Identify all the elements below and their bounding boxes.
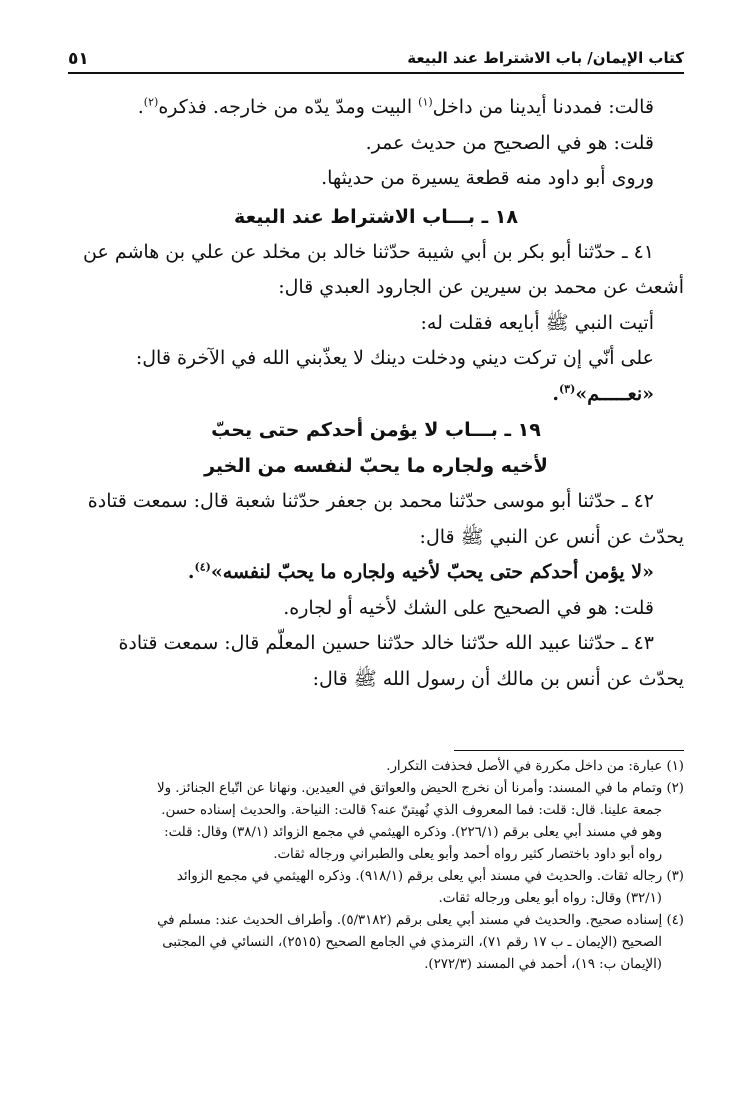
page-number: ٥١ [68,49,89,69]
hadith-41-line: أشعث عن محمد بن سيرين عن الجارود العبدي قال: [278,276,684,298]
footnote-ref: (٢) [143,95,159,109]
text-line: قالت: فمددنا أيدينا من داخل$^{(١)}$ البيت ومدّ يدّه من خارجه. فذكره$^{(٢)}$. [137,95,654,118]
footnote-4-cont: (الإيمان ب: ١٩)، أحمد في المسند (٢٧٢/٣). [424,957,662,972]
footnote-2: (٢) وتمام ما في المسند: وأمرنا أن نخرج الحيض والعواتق في العيدين. ونهانا عن اتّباع الجنائز. ولا [156,781,684,796]
hadith-41-line: أتيت النبي ﷺ أبايعه فقلت له: [420,311,654,334]
footnote-2-cont: جمعة علينا. قال: قلت: فما المعروف الذي نُهيتنّ عنه؟ قالت: النياحة. والحديث إسناده حسن. [161,803,662,818]
hadith-43-line: يحدّث عن أنس بن مالك أن رسول الله ﷺ قال: [312,667,684,690]
hadith-41-line: على أنّي إن تركت ديني ودخلت دينك لا يعذّبني الله في الآخرة قال: [135,347,654,369]
text-line: وروى أبو داود منه قطعة يسيرة من حديثها. [321,167,654,189]
section-heading-18: ١٨ ـ بـــاب الاشتراط عند البيعة [234,205,518,228]
footnote-2-cont: رواه أبو داود باختصار كثير رواه أحمد وأبو يعلى والطبراني ورجاله ثقات. [273,847,662,862]
footnotes [68,756,684,976]
header-title: كتاب الإيمان/ باب الاشتراط عند البيعة [407,49,684,67]
hadith-42-line: يحدّث عن أنس عن النبي ﷺ قال: [419,525,684,548]
running-header [68,38,684,74]
footnote-1: (١) عبارة: من داخل مكررة في الأصل فحذفت التكرار. [386,759,684,774]
footnote-ref: (٤) [194,560,211,574]
section-heading-19: ١٩ ـ بـــاب لا يؤمن أحدكم حتى يحبّ [211,419,541,441]
text-line: قلت: هو في الصحيح من حديث عمر. [365,131,654,154]
footnote-3-cont: (٣٢/١) وقال: رواه أبو يعلى ورجاله ثقات. [438,891,662,906]
main-text [68,90,684,697]
hadith-41-line: ٤١ ـ حدّثنا أبو بكر بن أبي شيبة حدّثنا خالد بن مخلد عن علي بن هاشم عن [83,240,654,263]
hadith-42-line: ٤٢ ـ حدّثنا أبو موسى حدّثنا محمد بن جعفر حدّثنا شعبة قال: سمعت قتادة [87,490,654,512]
hadith-42-line: «لا يؤمن أحدكم حتى يحبّ لأخيه ولجاره ما يحبّ لنفسه»$^{(٤)}$. [187,560,654,583]
hadith-42-line: قلت: هو في الصحيح على الشك لأخيه أو لجاره. [283,596,654,619]
footnote-ref: (١) [418,95,433,109]
hadith-43-line: ٤٣ ـ حدّثنا عبيد الله حدّثنا خالد حدّثنا حسين المعلّم قال: سمعت قتادة [118,632,654,654]
footnote-4: (٤) إسناده صحيح. والحديث في مسند أبي يعلى برقم (٥/٣١٨٢). وأطراف الحديث عند: مسلم في [157,913,684,928]
hadith-41-line: «نعـــــم»$^{(٣)}$. [552,382,654,405]
footnote-divider [454,750,684,751]
footnote-4-cont: الصحيح (الإيمان ـ ب ١٧ رقم ٧١)، الترمذي في الجامع الصحيح (٢٥١٥)، النسائي في المجتبى [162,935,662,950]
footnote-3: (٣) رجاله ثقات. والحديث في مسند أبي يعلى برقم (٩١٨/١). وذكره الهيثمي في مجمع الزوائد [176,869,684,884]
footnote-2-cont: وهو في مسند أبي يعلى برقم (٢٢٦/١). وذكره الهيثمي في مجمع الزوائد (٣٨/١) وقال: قلت: [164,825,662,840]
section-heading-19-cont: لأخيه ولجاره ما يحبّ لنفسه من الخير [204,455,548,477]
footnote-ref: (٣) [558,382,576,396]
